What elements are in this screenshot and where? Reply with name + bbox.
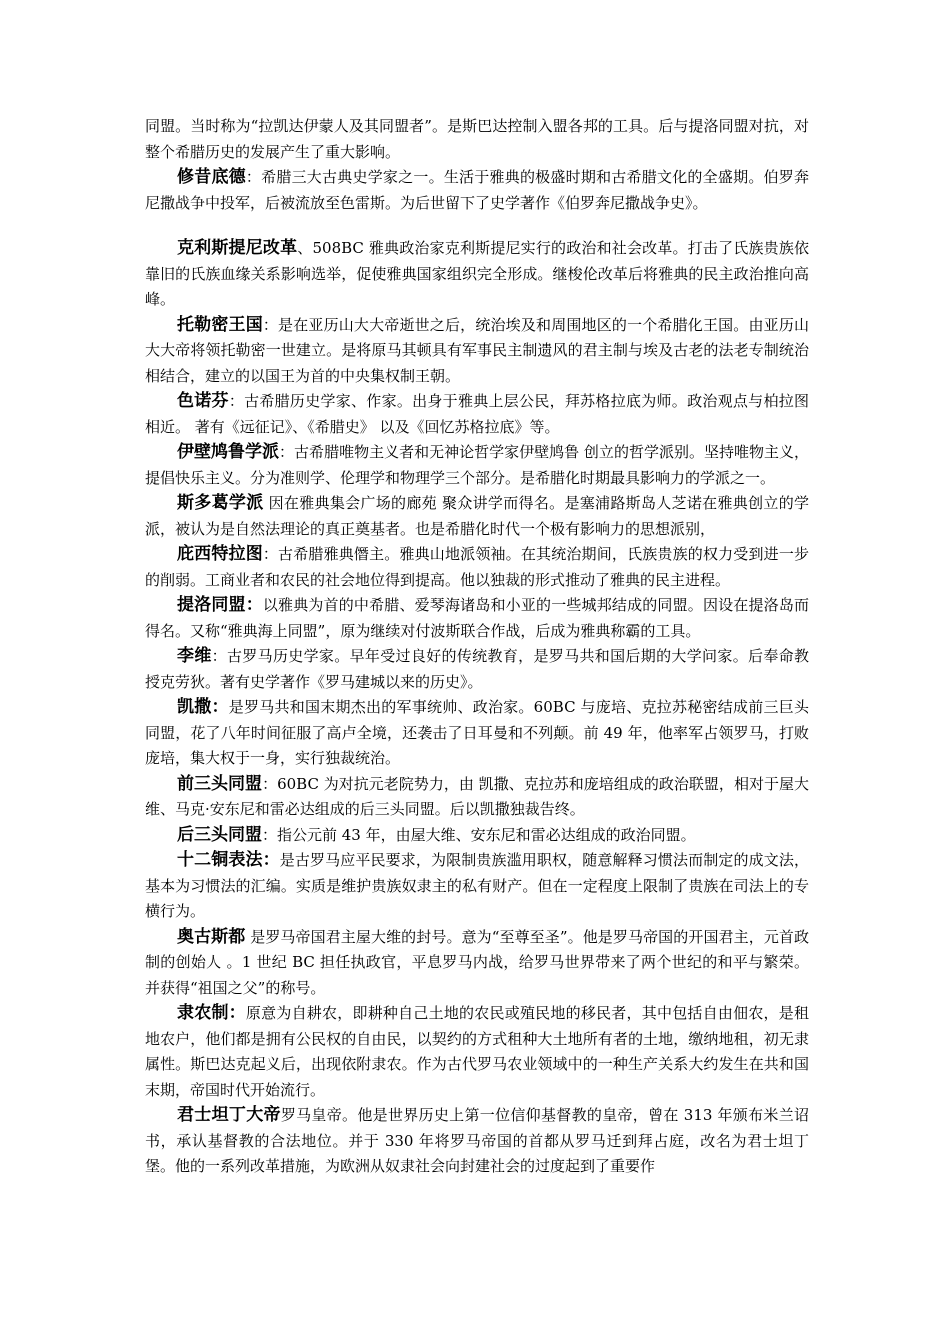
entry-ptolemaic-kingdom bbox=[145, 313, 809, 390]
entry-body: ：古罗马历史学家。早年受过良好的传统教育，是罗马共和国后期的大学问家。后奉命教授克劳狄。著有史学著作《罗马建城以来的历史》。 bbox=[145, 647, 809, 691]
entry-term: 十二铜表法： bbox=[177, 850, 280, 870]
entry-body: ：古希腊雅典僭主。雅典山地派领袖。在其统治期间，氏族贵族的权力受到进一步的削弱。工商业者和农民的社会地位得到提高。他以独裁的形式推动了雅典的民主进程。 bbox=[145, 545, 809, 589]
entry-body: ：指公元前 43 年，由屋大维、安东尼和雷必达组成的政治同盟。 bbox=[262, 825, 696, 844]
entry-term: 斯多葛学派 bbox=[177, 493, 264, 513]
entry-stoicism bbox=[145, 491, 809, 542]
entry-term: 李维 bbox=[177, 646, 212, 666]
entry-term: 托勒密王国 bbox=[177, 314, 263, 335]
entry-peisistratos bbox=[145, 542, 809, 593]
document-body bbox=[145, 114, 809, 1180]
entry-augustus bbox=[145, 925, 809, 1002]
entry-delian-league bbox=[145, 593, 809, 644]
entry-term: 提洛同盟： bbox=[177, 595, 263, 615]
entry-body: 是古罗马应平民要求，为限制贵族滥用职权，随意解释习惯法而制定的成文法，基本为习惯法的汇编。实质是维护贵族奴隶主的私有财产。但在一定程度上限制了贵族在司法上的专横行为。 bbox=[145, 851, 809, 920]
entry-livy bbox=[145, 644, 809, 695]
entry-caesar bbox=[145, 695, 809, 772]
entry-term: 修昔底德 bbox=[177, 167, 246, 187]
entry-term: 色诺芬 bbox=[177, 391, 229, 411]
entry-term: 凯撒： bbox=[177, 697, 229, 717]
entry-thucydides bbox=[145, 165, 809, 216]
entry-twelve-tables bbox=[145, 848, 809, 925]
entry-body: 罗马皇帝。他是世界历史上第一位信仰基督教的皇帝，曾在 313 年颁布米兰诏书，承认基督教的合法地位。并于 330 年将罗马帝国的首都从罗马迁到拜占庭，改名为君士坦丁堡。他的一系列改革措施，为欧洲从奴隶社会向封建社会的过度起到了重要作 bbox=[145, 1106, 810, 1175]
entry-cleisthenes-reform bbox=[145, 236, 809, 313]
entry-body: ：60BC 为对抗元老院势力，由 凯撒、克拉苏和庞培组成的政治联盟，相对于屋大维、马克·安东尼和雷必达组成的后三头同盟。后以凯撒独裁告终。 bbox=[145, 774, 810, 818]
entry-body: 以雅典为首的中希腊、爱琴海诸岛和小亚的一些城邦结成的同盟。因设在提洛岛而得名。又称“雅典海上同盟”，原为继续对付波斯联合作战，后成为雅典称霸的工具。 bbox=[145, 596, 809, 640]
entry-term: 前三头同盟 bbox=[177, 773, 263, 794]
entry-epicureanism bbox=[145, 440, 809, 491]
entry-colonate bbox=[145, 1001, 809, 1103]
entry-term: 克利斯提尼改革 bbox=[177, 238, 298, 258]
entry-body: ：是在亚历山大大帝逝世之后，统治埃及和周围地区的一个希腊化王国。由亚历山大大帝将领托勒密一世建立。是将原马其顿具有军事民主制遗风的君主制与埃及古老的法老专制统治相结合，建立的以国王为首的中央集权制王朝。 bbox=[145, 315, 809, 385]
entry-term: 伊壁鸠鲁学派 bbox=[177, 442, 280, 462]
entry-term: 后三头同盟 bbox=[177, 824, 262, 845]
entry-body: 因在雅典集会广场的廊苑 聚众讲学而得名。是塞浦路斯岛人芝诺在雅典创立的学派，被认为是自然法理论的真正奠基者。也是希腊化时代一个极有影响力的思想派别， bbox=[145, 494, 810, 538]
entry-xenophon bbox=[145, 389, 809, 440]
entry-term: 君士坦丁大帝 bbox=[177, 1105, 281, 1125]
entry-term: 庇西特拉图 bbox=[177, 544, 263, 564]
entry-second-triumvirate bbox=[145, 823, 809, 849]
entry-body: 是罗马帝国君主屋大维的封号。意为“至尊至圣”。他是罗马帝国的开国君主，元首政制的创始人 。1 世纪 BC 担任执政官，平息罗马内战，给罗马世界带来了两个世纪的和平与繁荣。并获得“祖国之父”的称号。 bbox=[145, 927, 810, 997]
entry-term: 奥古斯都 bbox=[177, 926, 246, 947]
entry-body: 原意为自耕农，即耕种自己土地的农民或殖民地的移民者，其中包括自由佃农，是租地农户，他们都是拥有公民权的自由民，以契约的方式租种大土地所有者的土地，缴纳地租，初无隶属性。斯巴达克起义后，出现依附隶农。作为古代罗马农业领域中的一种生产关系大约发生在共和国末期，帝国时代开始流行。 bbox=[145, 1004, 809, 1099]
entry-term: 隶农制： bbox=[177, 1003, 246, 1023]
paragraph-body: 同盟。当时称为“拉凯达伊蒙人及其同盟者”。是斯巴达控制入盟各邦的工具。后与提洛同盟对抗，对整个希腊历史的发展产生了重大影响。 bbox=[145, 117, 809, 161]
entry-body: 、508BC 雅典政治家克利斯提尼实行的政治和社会改革。打击了氏族贵族依靠旧的氏族血缘关系影响选举，促使雅典国家组织完全形成。继梭伦改革后将雅典的民主政治推向高峰。 bbox=[145, 239, 810, 308]
entry-first-triumvirate bbox=[145, 772, 809, 823]
paragraph-peloponnesian-league-cont bbox=[145, 114, 809, 165]
entry-body: ：古希腊历史学家、作家。出身于雅典上层公民，拜苏格拉底为师。政治观点与柏拉图相近。 著有《远征记》、《希腊史》 以及《回忆苏格拉底》等。 bbox=[145, 392, 809, 436]
entry-constantine bbox=[145, 1103, 809, 1180]
entry-body: ：希腊三大古典史学家之一。生活于雅典的极盛时期和古希腊文化的全盛期。伯罗奔尼撒战争中投军，后被流放至色雷斯。为后世留下了史学著作《伯罗奔尼撒战争史》。 bbox=[145, 168, 809, 212]
entry-body: 是罗马共和国末期杰出的军事统帅、政治家。60BC 与庞培、克拉苏秘密结成前三巨头同盟，花了八年时间征服了高卢全境，还袭击了日耳曼和不列颠。前 49 年，他率军占领罗马，打败庞培，集大权于一身，实行独裁统治。 bbox=[145, 698, 810, 767]
entry-body: ：古希腊唯物主义者和无神论哲学家伊壁鸠鲁 创立的哲学派别。坚持唯物主义，提倡快乐主义。分为准则学、伦理学和物理学三个部分。是希腊化时期最具影响力的学派之一。 bbox=[145, 443, 810, 487]
